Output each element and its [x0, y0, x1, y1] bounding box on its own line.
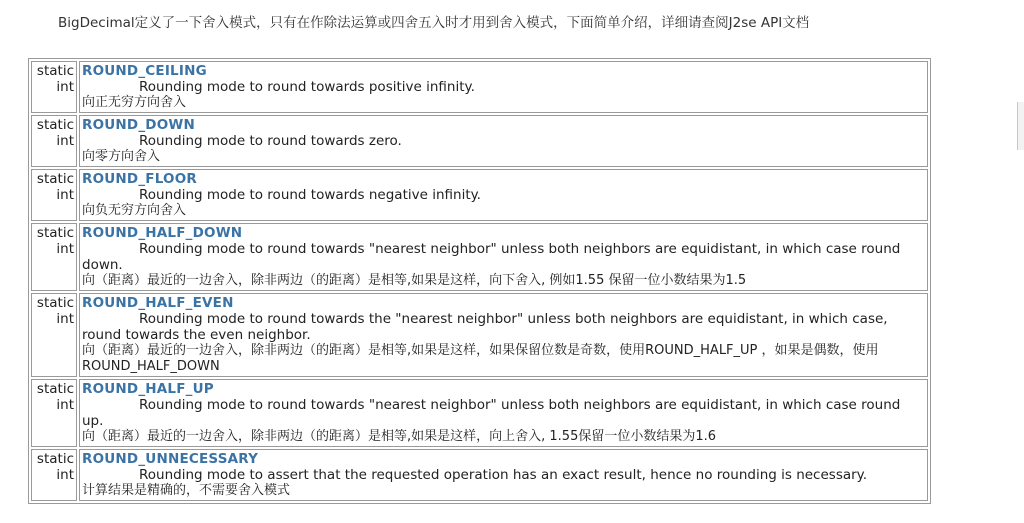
modifier-text: static: [36, 225, 74, 241]
modifier-text: static: [36, 117, 74, 133]
type-text: int: [56, 311, 74, 327]
field-note: 向零方向舍入: [82, 149, 161, 164]
type-cell: [31, 169, 77, 221]
field-note: 向（距离）最近的一边舍入，除非两边（的距离）是相等,如果是这样，向下舍入, 例如1.55 保留一位小数结果为1.5: [82, 273, 747, 288]
type-text: int: [56, 133, 74, 149]
field-note: 向负无穷方向舍入: [82, 203, 187, 218]
rounding-mode-rows: [31, 61, 928, 501]
table-row: [31, 115, 928, 167]
type-text: int: [56, 187, 74, 203]
field-note: 向正无穷方向舍入: [82, 95, 187, 110]
field-description: Rounding mode to round towards positive infinity.: [139, 79, 475, 95]
field-description: Rounding mode to round towards "nearest neighbor" unless both neighbors are equidistant, in which case round up.: [82, 397, 901, 429]
modifier-text: static: [36, 381, 74, 397]
modifier-text: static: [36, 451, 74, 467]
field-name-link[interactable]: ROUND_UNNECESSARY: [82, 451, 259, 467]
modifier-text: static: [36, 295, 74, 311]
type-text: int: [56, 467, 74, 483]
field-name-link[interactable]: ROUND_CEILING: [82, 63, 207, 79]
field-note: 计算结果是精确的，不需要舍入模式: [82, 483, 291, 498]
type-cell: [31, 379, 77, 447]
table-row: [31, 169, 928, 221]
field-name-link[interactable]: ROUND_DOWN: [82, 117, 195, 133]
type-cell: [31, 293, 77, 377]
scrollbar-thumb[interactable]: [1017, 102, 1024, 150]
field-description: Rounding mode to round towards negative infinity.: [139, 187, 481, 203]
field-cell: [79, 61, 928, 113]
field-cell: [79, 169, 928, 221]
field-name-link[interactable]: ROUND_HALF_DOWN: [82, 225, 243, 241]
table-row: [31, 61, 928, 113]
table-row: [31, 449, 928, 501]
rounding-mode-table: [28, 58, 931, 504]
field-cell: [79, 449, 928, 501]
type-cell: [31, 61, 77, 113]
type-cell: [31, 223, 77, 291]
field-name-link[interactable]: ROUND_FLOOR: [82, 171, 197, 187]
field-note: 向（距离）最近的一边舍入，除非两边（的距离）是相等,如果是这样，如果保留位数是奇数，使用ROUND_HALF_UP ，如果是偶数，使用ROUND_HALF_DOWN: [82, 343, 879, 374]
field-name-link[interactable]: ROUND_HALF_EVEN: [82, 295, 234, 311]
modifier-text: static: [36, 63, 74, 79]
intro-text: BigDecimal定义了一下舍入模式，只有在作除法运算或四舍五入时才用到舍入模式，下面简单介绍，详细请查阅J2se API文档: [58, 15, 810, 31]
table-row: [31, 293, 928, 377]
type-cell: [31, 115, 77, 167]
field-description: Rounding mode to round towards "nearest neighbor" unless both neighbors are equidistant, in which case round down.: [82, 241, 901, 273]
field-description: Rounding mode to round towards the "nearest neighbor" unless both neighbors are equidistant, in which case, round towards the even neighbor.: [82, 311, 888, 343]
table-row: [31, 379, 928, 447]
field-description: Rounding mode to round towards zero.: [139, 133, 402, 149]
modifier-text: static: [36, 171, 74, 187]
table-row: [31, 223, 928, 291]
field-description: Rounding mode to assert that the requested operation has an exact result, hence no rounding is necessary.: [139, 467, 868, 483]
type-text: int: [56, 397, 74, 413]
field-cell: [79, 223, 928, 291]
field-cell: [79, 115, 928, 167]
field-name-link[interactable]: ROUND_HALF_UP: [82, 381, 214, 397]
field-cell: [79, 379, 928, 447]
type-cell: [31, 449, 77, 501]
type-text: int: [56, 79, 74, 95]
type-text: int: [56, 241, 74, 257]
field-note: 向（距离）最近的一边舍入，除非两边（的距离）是相等,如果是这样，向上舍入, 1.55保留一位小数结果为1.6: [82, 429, 717, 444]
field-cell: [79, 293, 928, 377]
